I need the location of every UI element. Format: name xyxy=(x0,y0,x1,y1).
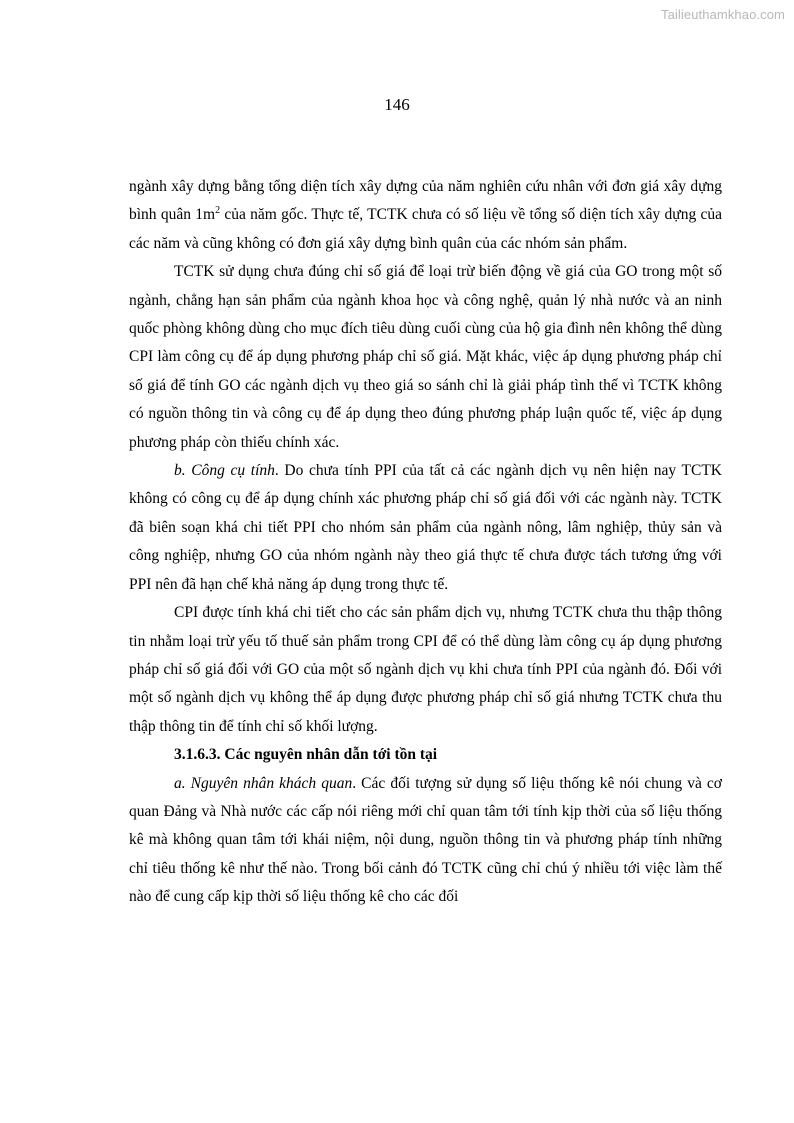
paragraph-calculation-tools xyxy=(129,457,722,599)
paragraph-price-index: TCTK sử dụng chưa đúng chỉ số giá để loại trừ biến động về giá của GO trong một số ngành, chẳng hạn sản phẩm của ngành khoa học và công nghệ, quản lý nhà nước và an ninh quốc phòng không dùng cho mục đích tiêu dùng cuối cùng của hộ gia đình nên không thể dùng CPI làm công cụ để áp dụng phương pháp chỉ số giá. Mặt khác, việc áp dụng phương pháp chỉ số giá để tính GO các ngành dịch vụ theo giá so sánh chỉ là giải pháp tình thế vì TCTK không có nguồn thông tin và công cụ để áp dụng theo đúng phương pháp luận quốc tế, việc áp dụng phương pháp còn thiếu chính xác. xyxy=(129,263,722,451)
paragraph-text: của năm gốc. Thực tế, TCTK chưa có số liệu về tổng số diện tích xây dựng của các năm và cũng không có đơn giá xây dựng bình quân của các nhóm sản phẩm. xyxy=(129,206,723,252)
section-heading: 3.1.6.3. Các nguyên nhân dẫn tới tồn tại xyxy=(174,746,438,764)
paragraph-cpi: CPI được tính khá chi tiết cho các sản phẩm dịch vụ, nhưng TCTK chưa thu thập thông tin nhằm loại trừ yếu tố thuế sản phẩm trong CPI để có thể dùng làm công cụ áp dụng phương pháp chỉ số giá đối với GO của một số ngành dịch vụ khi chưa tính PPI của ngành đó. Đối với một số ngành dịch vụ không thể áp dụng được phương pháp chỉ số giá nhưng TCTK chưa thu thập thông tin để tính chỉ số khối lượng. xyxy=(129,604,722,735)
paragraph-text: . Các đối tượng sử dụng số liệu thống kê nói chung và cơ quan Đảng và Nhà nước các cấp nói riêng mới chỉ quan tâm tới tính kịp thời của số liệu thống kê mà không quan tâm tới khái niệm, nội dung, nguồn thông tin và phương pháp tính những chỉ tiêu thống kê như thế nào. Trong bối cảnh đó TCTK cũng chỉ chú ý nhiều tới việc làm thế nào để cung cấp kịp thời số liệu thống kê cho các đối xyxy=(129,774,723,906)
document-body xyxy=(129,173,722,912)
page-number: 146 xyxy=(384,95,410,114)
watermark: Tailieuthamkhao.com xyxy=(660,7,785,22)
paragraph-text: ngành xây dựng bằng tổng diện tích xây dựng của năm nghiên cứu nhân với đơn giá xây dựng bình quân 1m xyxy=(129,178,722,224)
paragraph-lead-italic: a. Nguyên nhân khách quan xyxy=(174,774,353,792)
paragraph-lead-italic: b. Công cụ tính xyxy=(174,462,275,480)
superscript: 2 xyxy=(215,205,221,217)
paragraph-text: . Do chưa tính PPI của tất cả các ngành dịch vụ nên hiện nay TCTK không có công cụ để áp dụng chính xác phương pháp chỉ số giá đối với các ngành này. TCTK đã biên soạn khá chi tiết PPI cho nhóm sản phẩm của ngành nông, lâm nghiệp, thủy sản và công nghiệp, nhưng GO của nhóm ngành này theo giá thực tế chưa được tách tương ứng với PPI nên đã hạn chế khả năng áp dụng trong thực tế. xyxy=(129,462,722,593)
paragraph-objective-causes xyxy=(129,770,722,912)
paragraph-construction-area xyxy=(129,173,722,258)
